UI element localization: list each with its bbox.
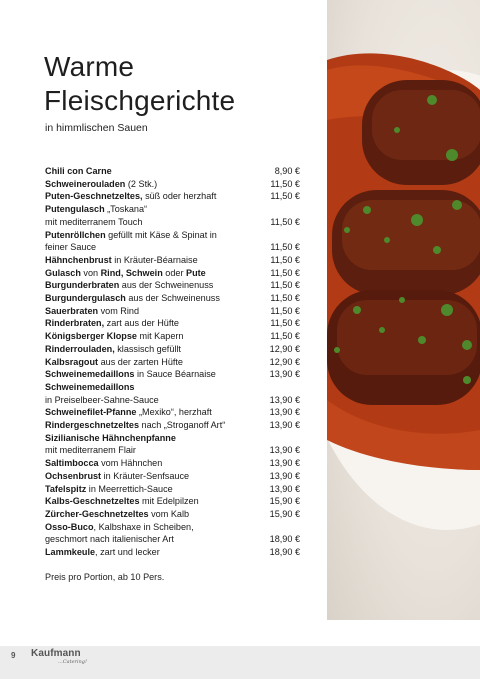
menu-item-price: 13,90 € xyxy=(269,407,300,418)
dish-description: aus der Schweinenuss xyxy=(125,293,220,304)
page-subtitle: in himmlischen Sauen xyxy=(45,122,148,134)
menu-item-text xyxy=(45,343,252,356)
dish-description: „Mexiko“, herzhaft xyxy=(136,407,212,418)
menu-list xyxy=(45,165,300,559)
dish-name: Putengulasch xyxy=(45,204,105,215)
dish-description: aus der Schweinenuss xyxy=(119,280,214,291)
menu-item xyxy=(45,432,300,445)
dish-description: vom Kalb xyxy=(148,508,190,519)
menu-item-price: 11,50 € xyxy=(270,305,300,316)
menu-item-text xyxy=(45,241,252,254)
dish-name: Schweinemedaillons xyxy=(45,369,135,380)
menu-item-text xyxy=(45,368,252,381)
menu-item-price: 15,90 € xyxy=(269,508,300,519)
dish-description: nach „Stroganoff Art“ xyxy=(139,420,226,431)
dish-description: mit Kapern xyxy=(136,331,184,342)
dish-description: mit Edelpilzen xyxy=(139,496,199,507)
dish-description: „Toskana“ xyxy=(104,204,148,215)
dish-description: in Preiselbeer-Sahne-Sauce xyxy=(45,394,159,405)
menu-item xyxy=(45,419,300,432)
menu-item-text xyxy=(45,470,252,483)
menu-item xyxy=(45,521,300,534)
menu-item-price: 8,90 € xyxy=(274,166,300,176)
dish-description: gefüllt mit Käse & Spinat in xyxy=(105,229,217,240)
menu-item xyxy=(45,470,300,483)
menu-item-price: 12,90 € xyxy=(269,356,300,367)
dish-description: vom Hähnchen xyxy=(98,458,163,469)
menu-item-text xyxy=(45,267,252,280)
menu-item-text xyxy=(45,165,252,178)
menu-item-price: 13,90 € xyxy=(269,394,300,405)
dish-description: (2 Stk.) xyxy=(125,178,158,189)
menu-item-price: 11,50 € xyxy=(270,191,300,202)
brand-logo: Kaufmann xyxy=(31,648,81,659)
dish-name: Sizilianische Hähnchenpfanne xyxy=(45,432,176,443)
menu-item xyxy=(45,483,300,496)
menu-item xyxy=(45,444,300,457)
menu-item-price: 11,50 € xyxy=(270,178,300,189)
dish-name: Puten-Geschnetzeltes, xyxy=(45,191,143,202)
dish-name: Kalbs-Geschnetzeltes xyxy=(45,496,140,507)
dish-name: Ochsenbrust xyxy=(45,470,102,481)
menu-item xyxy=(45,279,300,292)
menu-item-text xyxy=(45,406,252,419)
menu-item xyxy=(45,254,300,267)
dish-name: Saltimbocca xyxy=(45,458,99,469)
menu-item-price: 15,90 € xyxy=(269,496,300,507)
dish-description: mit mediterranem Touch xyxy=(45,216,143,227)
menu-item-text xyxy=(45,521,252,534)
menu-item xyxy=(45,343,300,356)
menu-item-price: 11,50 € xyxy=(270,331,300,342)
page-number: 9 xyxy=(11,651,16,660)
dish-name: Zürcher-Geschnetzeltes xyxy=(45,508,149,519)
dish-description: süß oder herzhaft xyxy=(142,191,217,202)
menu-item-text xyxy=(45,444,252,457)
menu-item xyxy=(45,406,300,419)
menu-item-text xyxy=(45,533,252,546)
dish-name: Hähnchenbrust xyxy=(45,254,112,265)
menu-item-text xyxy=(45,419,252,432)
menu-item-text xyxy=(45,254,252,267)
dish-name: Putenröllchen xyxy=(45,229,106,240)
menu-item-price: 12,90 € xyxy=(269,343,300,354)
menu-item-price: 11,50 € xyxy=(270,293,300,304)
dish-description: klassisch gefüllt xyxy=(114,343,181,354)
dish-description: oder xyxy=(162,267,187,278)
menu-item xyxy=(45,305,300,318)
menu-item-price: 11,50 € xyxy=(270,280,300,291)
menu-item-text xyxy=(45,394,252,407)
menu-item-price: 11,50 € xyxy=(270,267,300,278)
dish-description: , zart und lecker xyxy=(95,547,160,558)
dish-name: Chili con Carne xyxy=(45,166,112,176)
menu-item-price: 13,90 € xyxy=(269,445,300,456)
menu-item-price: 13,90 € xyxy=(269,483,300,494)
dish-name: Schweinefilet-Pfanne xyxy=(45,407,137,418)
dish-description: von xyxy=(80,267,101,278)
menu-item xyxy=(45,190,300,203)
dish-name: Osso-Buco xyxy=(45,521,94,532)
menu-item-text xyxy=(45,546,252,559)
dish-description: in Sauce Béarnaise xyxy=(134,369,216,380)
dish-name: Rindergeschnetzeltes xyxy=(45,420,139,431)
price-note: Preis pro Portion, ab 10 Pers. xyxy=(45,572,165,582)
dish-name: Sauerbraten xyxy=(45,305,99,316)
menu-item-text xyxy=(45,317,252,330)
menu-item xyxy=(45,546,300,559)
menu-item xyxy=(45,330,300,343)
menu-item-price: 13,90 € xyxy=(269,420,300,431)
menu-item-text xyxy=(45,356,252,369)
dish-description: mit mediterranem Flair xyxy=(45,445,136,456)
menu-item-text xyxy=(45,508,252,521)
food-photo xyxy=(327,0,480,620)
menu-item xyxy=(45,292,300,305)
dish-name: Burgundergulasch xyxy=(45,293,126,304)
page-title: Warme Fleischgerichte xyxy=(44,51,236,116)
menu-item xyxy=(45,241,300,254)
menu-item-text xyxy=(45,216,252,229)
dish-description: zart aus der Hüfte xyxy=(104,318,179,329)
menu-item-text xyxy=(45,495,252,508)
menu-item-text xyxy=(45,279,252,292)
menu-item-text xyxy=(45,483,252,496)
menu-item-text xyxy=(45,190,252,203)
menu-item-text xyxy=(45,305,252,318)
menu-item xyxy=(45,495,300,508)
dish-name: Rinderbraten, xyxy=(45,318,105,329)
dish-description: in Kräuter-Béarnaise xyxy=(111,254,198,265)
menu-item xyxy=(45,356,300,369)
menu-item xyxy=(45,178,300,191)
menu-item xyxy=(45,381,300,394)
menu-item-text xyxy=(45,330,252,343)
menu-item xyxy=(45,368,300,381)
brand-logo-tagline: ...Catering! xyxy=(58,659,87,665)
menu-item xyxy=(45,229,300,242)
dish-description: in Kräuter-Senfsauce xyxy=(101,470,190,481)
menu-item-text xyxy=(45,178,252,191)
menu-item-text xyxy=(45,292,252,305)
menu-item-price: 11,50 € xyxy=(270,318,300,329)
menu-item xyxy=(45,203,300,216)
dish-name: Burgunderbraten xyxy=(45,280,120,291)
menu-item-text xyxy=(45,203,252,216)
menu-item-price: 13,90 € xyxy=(269,470,300,481)
menu-item-price: 13,90 € xyxy=(269,369,300,380)
menu-item-price: 11,50 € xyxy=(270,216,300,227)
menu-item-price: 11,50 € xyxy=(270,254,300,265)
menu-item-text xyxy=(45,229,252,242)
dish-description: geschmort nach italienischer Art xyxy=(45,534,174,545)
menu-item-text xyxy=(45,432,252,445)
menu-item xyxy=(45,508,300,521)
menu-item-text xyxy=(45,457,252,470)
dish-name: Lammkeule xyxy=(45,547,96,558)
dish-description: feiner Sauce xyxy=(45,242,97,253)
dish-name: Gulasch xyxy=(45,267,81,278)
dish-name: Kalbsragout xyxy=(45,356,99,367)
dish-name: Tafelspitz xyxy=(45,483,87,494)
dish-description: aus der zarten Hüfte xyxy=(98,356,183,367)
dish-description: , Kalbshaxe in Scheiben, xyxy=(93,521,194,532)
dish-name: Königsberger Klopse xyxy=(45,331,137,342)
menu-item-price: 18,90 € xyxy=(269,534,300,545)
dish-description: in Meerrettich-Sauce xyxy=(86,483,173,494)
menu-item-price: 13,90 € xyxy=(269,458,300,469)
menu-item xyxy=(45,533,300,546)
menu-item xyxy=(45,317,300,330)
menu-item xyxy=(45,267,300,280)
menu-item xyxy=(45,165,300,178)
menu-item-price: 11,50 € xyxy=(270,242,300,253)
dish-name: Schweinemedaillons xyxy=(45,381,135,392)
menu-item-price: 18,90 € xyxy=(269,547,300,558)
menu-item xyxy=(45,457,300,470)
dish-name: Rinderrouladen, xyxy=(45,343,115,354)
dish-name: Rind, Schwein xyxy=(100,267,163,278)
menu-item xyxy=(45,216,300,229)
menu-item xyxy=(45,394,300,407)
dish-name: Pute xyxy=(186,267,206,278)
dish-description: vom Rind xyxy=(98,305,140,316)
dish-name: Schweinerouladen xyxy=(45,178,126,189)
menu-item-text xyxy=(45,381,252,394)
